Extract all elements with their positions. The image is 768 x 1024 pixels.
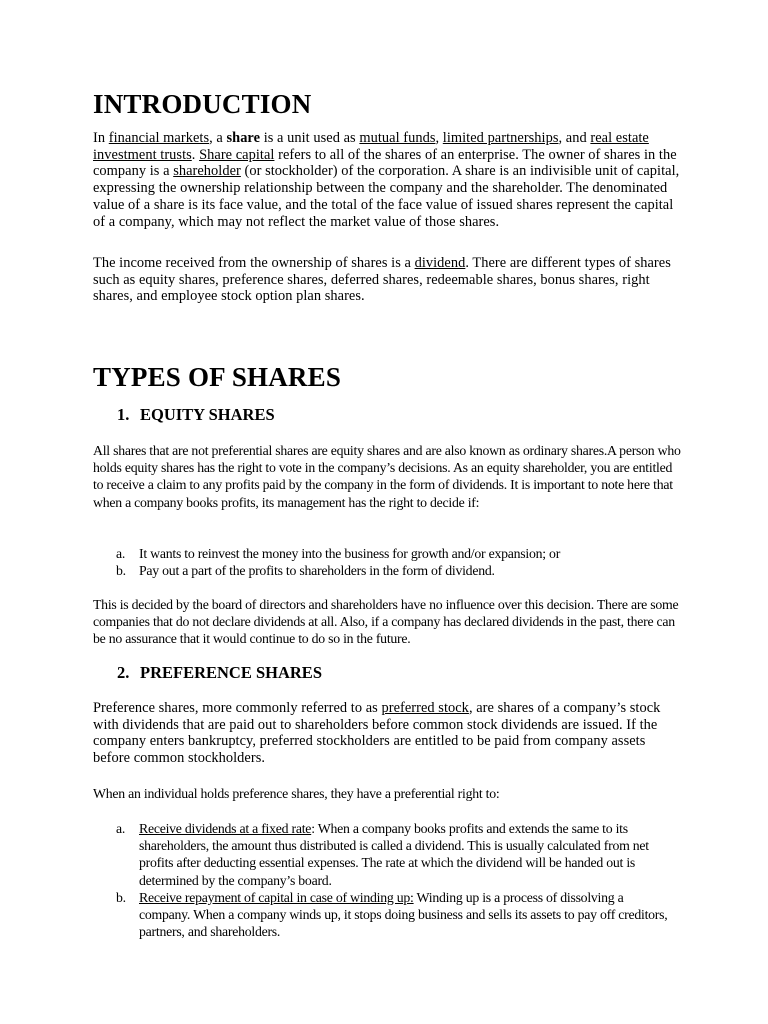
preference-shares-heading [117, 663, 322, 683]
list-item-text: It wants to reinvest the money into the business for growth and/or expansion; or [139, 546, 561, 561]
equity-shares-heading [117, 405, 275, 425]
section-number: 1. [117, 405, 130, 424]
link-dividend[interactable]: dividend [414, 255, 466, 271]
preference-paragraph-2: When an individual holds preference shares, they have a preferential right to: [93, 786, 500, 801]
term-share: share [226, 130, 261, 146]
list-marker: a. [116, 546, 126, 561]
equity-paragraph-2: This is decided by the board of directors and shareholders have no influence over this decision. There are some companies that do not declare dividends at all. Also, if a company has declared dividends in the past, there can be no assurance that it would continue to do so in the future. [93, 597, 679, 647]
list-marker: a. [116, 821, 126, 836]
link-mutual-funds[interactable]: mutual funds [359, 130, 436, 146]
list-item-title: Receive dividends at a fixed rate [139, 821, 312, 836]
list-item [116, 889, 676, 941]
introduction-heading: INTRODUCTION [93, 89, 312, 119]
list-item-text: Pay out a part of the profits to shareholders in the form of dividend. [139, 563, 495, 579]
link-shareholder[interactable]: shareholder [173, 163, 241, 180]
preference-rights-list [116, 820, 676, 940]
equity-paragraph-1: All shares that are not preferential shares are equity shares and are also known as ordinary shares.A person who holds equity shares has the right to vote in the company’s decisions. As an equity shareholder, you are entitled to receive a claim to any profits paid by the company in the form of dividends. It is important to note here that when a company books profits, its management has the right to decide if: [93, 443, 681, 510]
section-title: PREFERENCE SHARES [140, 663, 322, 682]
list-item [116, 562, 676, 579]
link-financial-markets[interactable]: financial markets [108, 130, 210, 146]
link-preferred-stock[interactable]: preferred stock [381, 700, 469, 716]
section-title: EQUITY SHARES [140, 405, 275, 424]
equity-decision-list [116, 545, 676, 579]
list-item-text: Winding up is a process of dissolving a company. When a company winds up, it stops doing business and sells its assets to pay off creditors, partners, and shareholders. [139, 889, 668, 940]
list-item-title: Receive repayment of capital in case of winding up: [139, 889, 414, 905]
section-number: 2. [117, 663, 130, 682]
list-item-text: : When a company books profits and extends the same to its shareholders, the amount thus distributed is called a dividend. This is usually calculated from net profits after deducting essential expenses. The rate at which the dividend will be handed out is determined by the company’s board. [139, 821, 649, 888]
intro-paragraph-2: The income received from the ownership of shares is a dividend. There are different types of shares such as equity shares, preference shares, deferred shares, redeemable shares, bonus shares, right shares, and employee stock option plan shares. [93, 255, 671, 305]
list-item [116, 545, 676, 562]
intro-paragraph-1: In financial markets, a share is a unit used as mutual funds, limited partnerships, and real estate investment trusts. Share capital refers to all of the shares of an enterprise. The owner of shares in the company is a shareholder (or stockholder) of the corporation. A share is an indivisible unit of capital, expressing the ownership relationship between the company and the shareholder. The denominated value of a share is its face value, and the total of the face value of issued shares represent the capital of a company, which may not reflect the market value of those shares. [93, 130, 680, 230]
list-marker: b. [116, 563, 126, 579]
list-item [116, 820, 676, 889]
link-share-capital[interactable]: Share capital [199, 146, 275, 163]
preference-paragraph-1: Preference shares, more commonly referred to as preferred stock, are shares of a company’s stock with dividends that are paid out to shareholders before common stock dividends are issued. If the company enters bankruptcy, preferred stockholders are entitled to be paid from company assets before common stockholders. [93, 700, 661, 767]
list-marker: b. [116, 889, 126, 905]
link-limited-partnerships[interactable]: limited partnerships [442, 130, 559, 146]
types-of-shares-heading: TYPES OF SHARES [93, 362, 342, 392]
link-real-estate-investment-trusts[interactable]: real estate investment trusts [93, 130, 649, 163]
